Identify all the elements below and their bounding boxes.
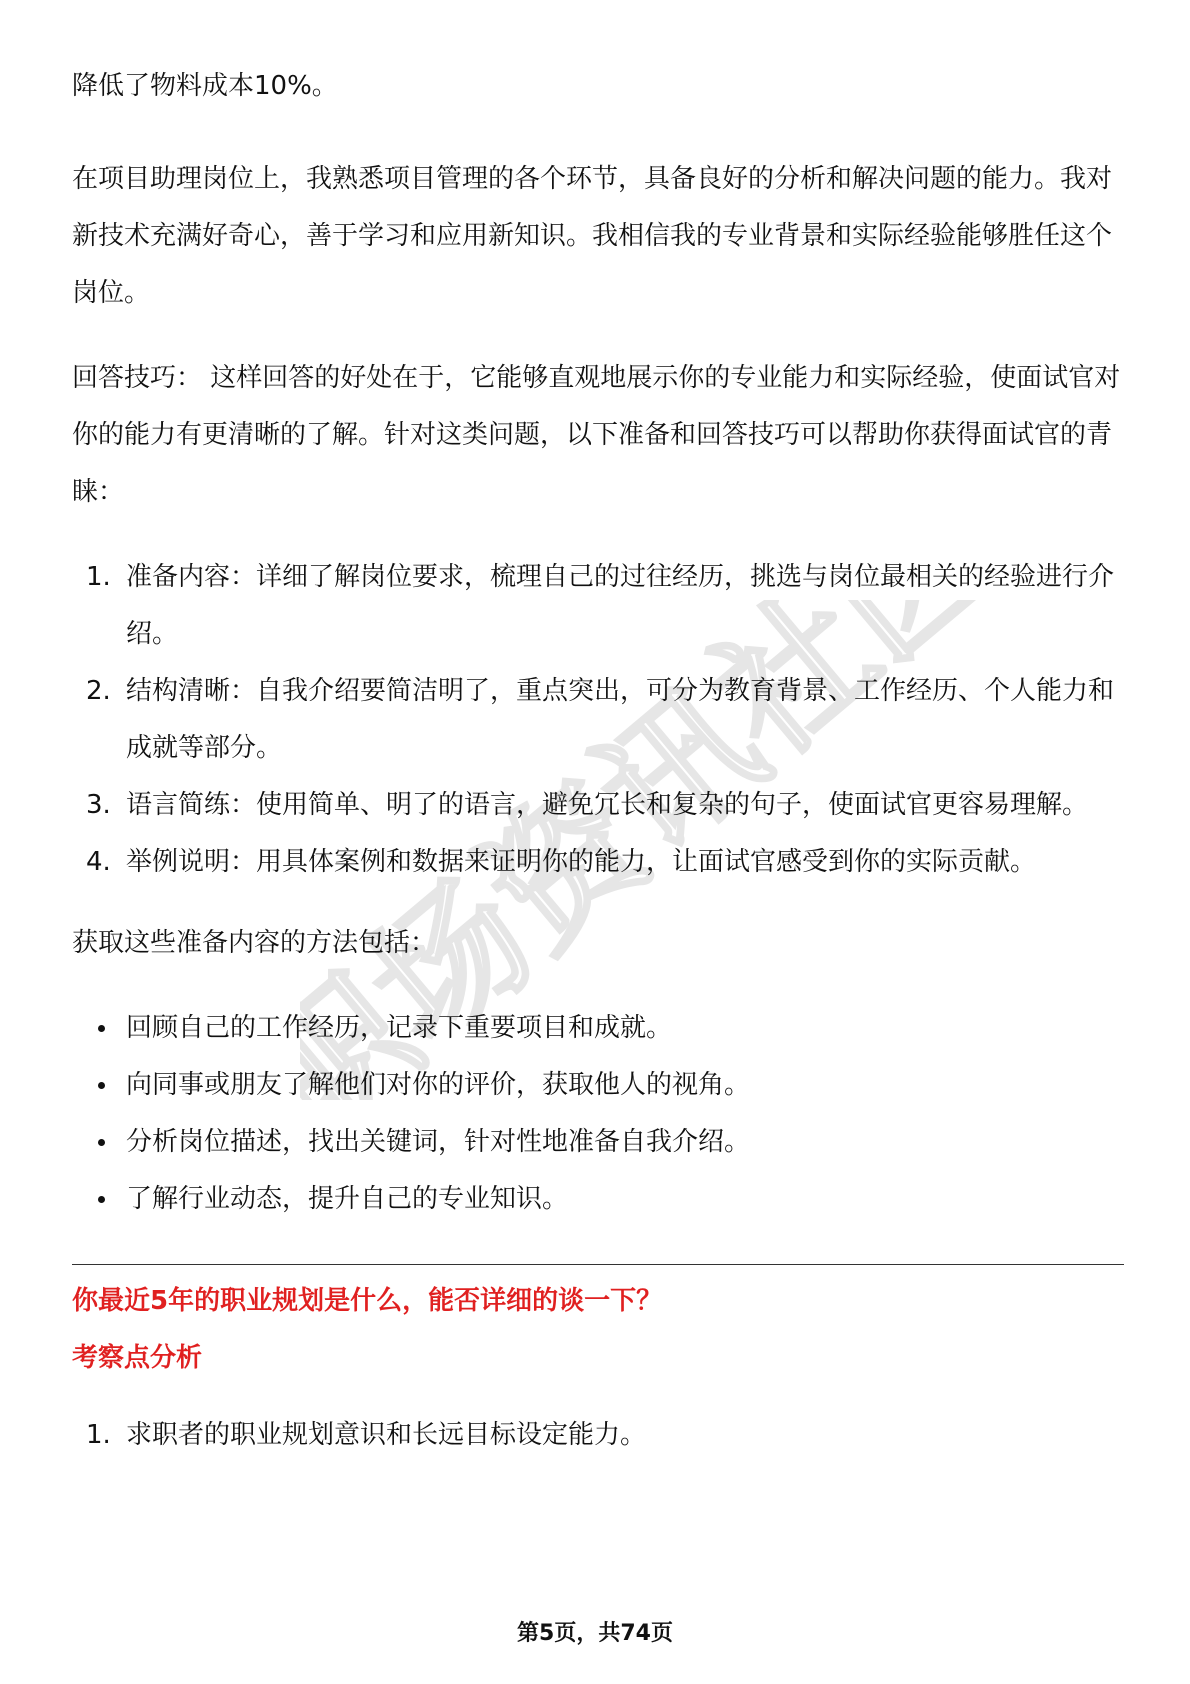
list-item xyxy=(72,663,1124,777)
list-item xyxy=(72,1057,1124,1114)
list-number: 3. xyxy=(86,790,111,820)
list-item xyxy=(72,549,1124,663)
methods-list xyxy=(72,1000,1124,1228)
page-footer: 第5页，共74页 xyxy=(517,1621,673,1646)
bullet-icon xyxy=(98,1025,105,1032)
list-number: 2. xyxy=(86,676,111,706)
list-item xyxy=(72,834,1124,891)
list-item-text: 了解行业动态，提升自己的专业知识。 xyxy=(126,1184,569,1214)
list-item xyxy=(72,1000,1124,1057)
list-item-text: 求职者的职业规划意识和长远目标设定能力。 xyxy=(126,1420,647,1450)
question-title: 你最近5年的职业规划是什么，能否详细的谈一下？ xyxy=(72,1286,663,1316)
paragraph: 降低了物料成本10%。 xyxy=(72,71,338,101)
watermark-text: 职场资讯社区 xyxy=(300,600,1000,1100)
list-number: 1. xyxy=(86,562,111,592)
list-item xyxy=(72,777,1124,834)
tips-list xyxy=(72,549,1124,891)
list-item-text: 语言简练：使用简单、明了的语言，避免冗长和复杂的句子，使面试官更容易理解。 xyxy=(126,790,1089,820)
list-item-text: 回顾自己的工作经历，记录下重要项目和成就。 xyxy=(126,1013,673,1043)
answer-tips-paragraph: 回答技巧： 这样回答的好处在于，它能够直观地展示你的专业能力和实际经验，使面试官对你的能力有更清晰的了解。针对这类问题，以下准备和回答技巧可以帮助你获得面试官的青睐： xyxy=(72,363,1121,507)
document-content xyxy=(72,58,1124,1464)
list-item xyxy=(72,1171,1124,1228)
section-title: 考察点分析 xyxy=(72,1343,203,1373)
list-item-text: 准备内容：详细了解岗位要求，梳理自己的过往经历，挑选与岗位最相关的经验进行介绍。 xyxy=(126,562,1115,649)
list-item-text: 举例说明：用具体案例和数据来证明你的能力，让面试官感受到你的实际贡献。 xyxy=(126,847,1037,877)
list-number: 4. xyxy=(86,847,111,877)
list-item xyxy=(72,1114,1124,1171)
list-number: 1. xyxy=(86,1420,111,1450)
list-item-text: 结构清晰：自我介绍要简洁明了，重点突出，可分为教育背景、工作经历、个人能力和成就等部分。 xyxy=(126,676,1115,763)
list-item-text: 向同事或朋友了解他们对你的评价，获取他人的视角。 xyxy=(126,1070,751,1100)
list-item xyxy=(72,1407,1124,1464)
list-item-text: 分析岗位描述，找出关键词，针对性地准备自我介绍。 xyxy=(126,1127,751,1157)
section-divider xyxy=(72,1264,1124,1265)
paragraph: 获取这些准备内容的方法包括： xyxy=(72,928,437,958)
bullet-icon xyxy=(98,1196,105,1203)
analysis-list xyxy=(72,1407,1124,1464)
bullet-icon xyxy=(98,1082,105,1089)
paragraph: 在项目助理岗位上，我熟悉项目管理的各个环节，具备良好的分析和解决问题的能力。我对新技术充满好奇心，善于学习和应用新知识。我相信我的专业背景和实际经验能够胜任这个岗位。 xyxy=(72,164,1113,308)
bullet-icon xyxy=(98,1139,105,1146)
